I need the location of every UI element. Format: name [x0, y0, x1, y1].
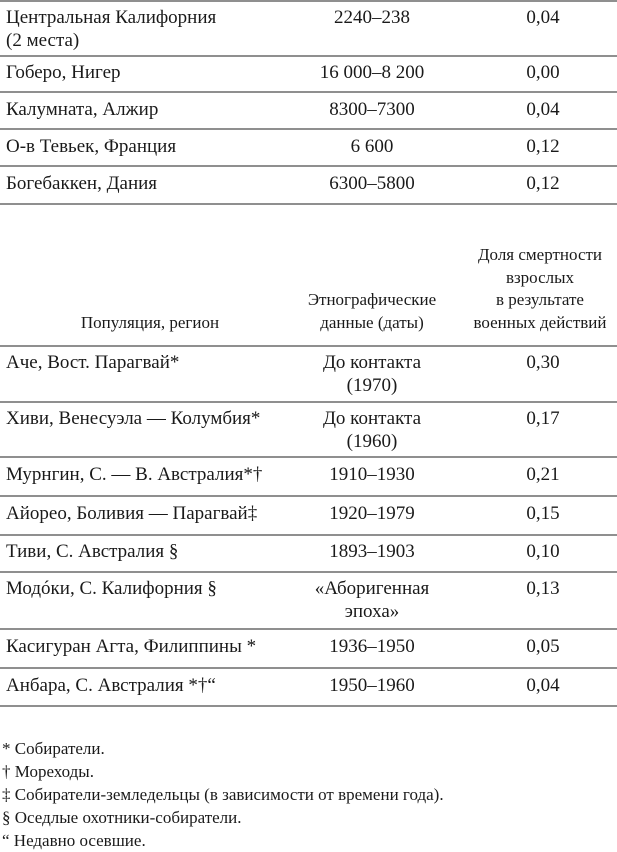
dates-cell: 8300–7300 — [329, 99, 415, 120]
population-cell: Касигуран Агта, Филиппины * — [6, 636, 257, 657]
header-dates: Этнографические данные (даты) — [307, 290, 437, 332]
table-rule — [0, 203, 617, 205]
table-rule — [0, 571, 617, 573]
population-cell: Мурнгин, С. — В. Австралия*† — [6, 464, 263, 485]
population-cell: О-в Тевьек, Франция — [6, 136, 177, 157]
population-cell: Анбара, С. Австралия *†“ — [6, 675, 216, 696]
share-cell: 0,04 — [526, 675, 560, 696]
population-cell: Гоберо, Нигер — [6, 62, 121, 83]
share-cell: 0,13 — [526, 578, 560, 599]
table-rule — [0, 534, 617, 536]
footnote-gatherers: * Собиратели. — [2, 739, 105, 758]
table-rule — [0, 55, 617, 57]
share-cell: 0,04 — [526, 7, 560, 28]
population-cell: Центральная Калифорния (2 места) — [6, 7, 217, 51]
dates-cell: 1920–1979 — [329, 503, 415, 524]
share-cell: 0,10 — [526, 541, 560, 562]
table-rule — [0, 495, 617, 497]
table-rule — [0, 628, 617, 630]
footnote-sedentary-hunters: § Оседлые охотники-собиратели. — [2, 808, 242, 827]
table-rule — [0, 401, 617, 403]
dates-cell: 1950–1960 — [329, 675, 415, 696]
table-rule — [0, 456, 617, 458]
population-cell: Калумната, Алжир — [6, 99, 159, 120]
table-rule — [0, 345, 617, 347]
population-cell: Тиви, С. Австралия § — [6, 541, 179, 562]
share-cell: 0,30 — [526, 352, 560, 373]
share-cell: 0,05 — [526, 636, 560, 657]
table-rule — [0, 165, 617, 167]
dates-cell: 2240–238 — [334, 7, 410, 28]
dates-cell: До контакта (1970) — [322, 352, 422, 396]
dates-cell: 6 600 — [350, 136, 394, 157]
dates-cell: 16 000–8 200 — [319, 62, 425, 83]
header-population: Популяция, регион — [80, 313, 220, 332]
table-rule — [0, 705, 617, 707]
share-cell: 0,04 — [526, 99, 560, 120]
dates-cell: До контакта (1960) — [322, 408, 422, 452]
share-cell: 0,17 — [526, 408, 560, 429]
header-share: Доля смертности взрослых в результате военных действий — [473, 245, 607, 332]
share-cell: 0,15 — [526, 503, 560, 524]
dates-cell: 1936–1950 — [329, 636, 415, 657]
dates-cell: «Аборигенная эпоха» — [314, 578, 430, 622]
table-rule — [0, 91, 617, 93]
share-cell: 0,12 — [526, 173, 560, 194]
share-cell: 0,00 — [526, 62, 560, 83]
population-cell: Аче, Вост. Парагвай* — [6, 352, 180, 373]
footnote-gatherer-farmers: ‡ Собиратели-земледельцы (в зависимости от времени года). — [2, 785, 444, 804]
footnote-recently-settled: “ Недавно осевшие. — [2, 831, 146, 850]
table-rule — [0, 667, 617, 669]
footnote-seafarers: † Мореходы. — [2, 762, 94, 781]
population-cell: Модóки, С. Калифорния § — [6, 578, 217, 599]
population-cell: Айорео, Боливия — Парагвай‡ — [6, 503, 258, 524]
table-rule — [0, 128, 617, 130]
table-rule — [0, 0, 617, 2]
dates-cell: 6300–5800 — [329, 173, 415, 194]
dates-cell: 1893–1903 — [329, 541, 415, 562]
dates-cell: 1910–1930 — [329, 464, 415, 485]
share-cell: 0,21 — [526, 464, 560, 485]
share-cell: 0,12 — [526, 136, 560, 157]
population-cell: Богебаккен, Дания — [6, 173, 158, 194]
population-cell: Хиви, Венесуэла — Колумбия* — [6, 408, 261, 429]
